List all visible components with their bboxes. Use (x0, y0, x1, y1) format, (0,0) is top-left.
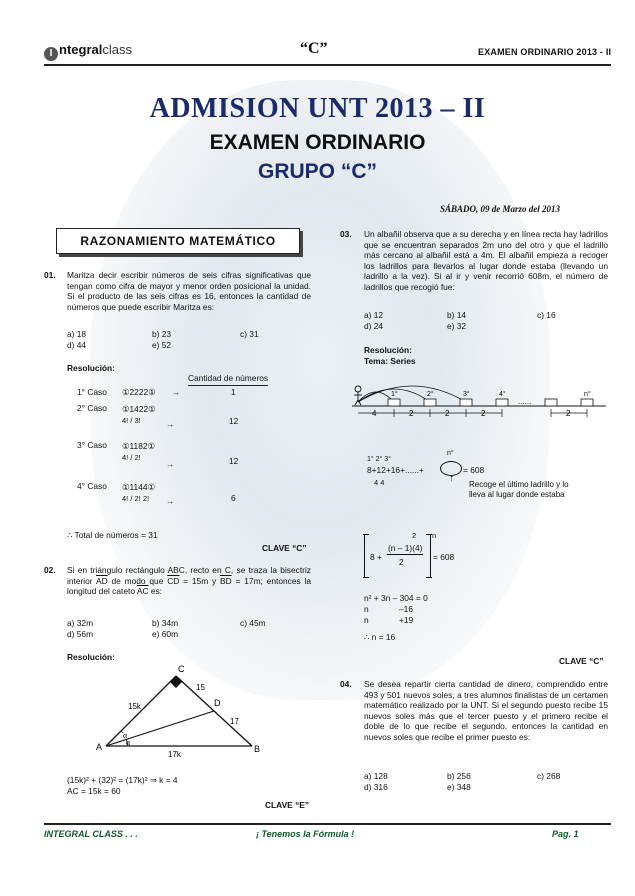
q02-number: 02. (44, 565, 56, 575)
q04-text: Se desea repartir cierta cantidad de dinero, comprendido entre 493 y 501 nuevos soles, a tres alumnos finalistas de un certamen matemático realizado por la UNT. Si el segundo puesto recibe 15 nuevos soles más que el tercer puesto y el primero recibe el doble de lo que recibe el segundo, entonces la cantidad en nuevos soles que recibe el primer puesto es: (364, 679, 608, 742)
q03-number: 03. (340, 229, 352, 239)
q03-factor-n2: n (364, 615, 369, 625)
gap-label: 2 (445, 409, 450, 418)
q01-case2-expr: ①1422① (122, 404, 156, 414)
segment-ad: $\overline{AD}$ (95, 575, 108, 586)
formula-top-2: 2 (412, 531, 417, 540)
point-d: D (214, 698, 221, 708)
bricks-figure (350, 380, 615, 420)
ordinal-3: 3° (463, 391, 470, 398)
segment-bd: $\overline{BD}$ (220, 575, 232, 586)
q03-equation-1: n² + 3n – 304 = 0 (364, 593, 428, 603)
q01-case3-frac: 4! / 2! (122, 453, 141, 462)
q01-opt-d: d) 44 (67, 340, 87, 350)
q02-text-e: es: (150, 586, 163, 596)
label-15: 15 (196, 683, 205, 692)
brick (545, 399, 557, 406)
q02-text (67, 565, 311, 597)
q02-opt-c: c) 45m (240, 618, 266, 628)
q02-equation-2: AC = 15k = 60 (67, 786, 121, 796)
q01-case2-arrow: → (166, 419, 175, 429)
q01-case4-expr: ①1144① (122, 482, 156, 492)
formula-8: 8 + (370, 552, 382, 562)
q03-factor-v2: +19 (399, 615, 414, 625)
logo-bold: ntegral (59, 42, 103, 57)
logo-mark: I (44, 47, 58, 61)
header-rule (44, 64, 611, 66)
q03-opt-e: e) 32 (447, 321, 467, 331)
q03-text: Un albañil observa que a su derecha y en línea recta hay ladrillos que se encuentran separados 2m uno del otro y que el ladrillo más cercano al albañil está a 4m. El albañil empieza a recoger los ladrillos para llevarlos al lugar donde estaba (llevando un ladrillo a la vez). Si al ir y venir recorrió 608m, el número de ladrillos que recogió fue: (364, 229, 608, 292)
label-17: 17 (230, 717, 239, 726)
vertex-c: C (178, 664, 185, 674)
trip-arc (358, 386, 466, 402)
brick (496, 399, 508, 406)
segment-cd: $\overline{CD}$ (167, 575, 180, 586)
gap-label: 4 (372, 409, 377, 418)
gap-label: 2 (409, 409, 414, 418)
footer-rule (44, 823, 611, 825)
q01-opt-b: b) 23 (152, 329, 172, 339)
segment-ac: $\overline{AC}$ (136, 586, 149, 596)
label-17k: 17k (168, 750, 181, 759)
q02-opt-d: d) 56m (67, 629, 94, 639)
q02-resolution-label: Resolución: (67, 652, 115, 662)
q03-clave: CLAVE “C” (559, 656, 604, 666)
header-exam: EXAMEN ORDINARIO 2013 - II (478, 47, 612, 57)
arrow-up: ↑ (449, 473, 454, 484)
q03-opt-c: c) 16 (537, 310, 556, 320)
q01-case4-frac: 4! / 2! 2! (122, 494, 150, 503)
q04-opt-d: d) 316 (364, 782, 388, 792)
main-title: ADMISION UNT 2013 – II (149, 93, 486, 124)
sum-n-ordinal: n° (447, 450, 454, 457)
q01-opt-e: e) 52 (152, 340, 172, 350)
q02-text-c: = 15m y (183, 575, 217, 586)
q03-factor-v1: –16 (399, 604, 413, 614)
group-title: GRUPO “C” (257, 160, 377, 183)
person-leg (355, 400, 358, 405)
q02-text-d: = 17m; entonces la longitud del cateto (67, 575, 312, 596)
sum-series: 8+12+16+......+ (367, 465, 424, 475)
brick (581, 399, 593, 406)
q01-case1-label: 1° Caso (77, 387, 107, 397)
brick (388, 399, 400, 406)
q03-tema: Tema: Series (364, 356, 416, 366)
sum-equals: = 608 (463, 465, 485, 475)
header-group: “C” (300, 40, 328, 57)
formula-numerator: (n – 1)(4) (388, 543, 423, 553)
q01-case3-label: 3° Caso (77, 440, 107, 450)
vertex-b: B (254, 744, 261, 754)
q02-opt-b: b) 34m (152, 618, 179, 628)
q04-opt-b: b) 256 (447, 771, 471, 781)
q03-resolution-label: Resolución: (364, 345, 412, 355)
exam-date: SÁBADO, 09 de Marzo del 2013 (440, 204, 561, 214)
brick (424, 399, 436, 406)
q04-opt-e: e) 348 (447, 782, 471, 792)
q02-text-b: de modo que (111, 575, 164, 586)
q01-case2-value: 12 (229, 416, 239, 426)
q04-opt-a: a) 128 (364, 771, 388, 781)
q02-text-a: Si en triángulo rectángulo ABC, recto en C, se traza la bisectriz interior (67, 565, 311, 586)
section-heading: RAZONAMIENTO MATEMÁTICO (56, 228, 300, 254)
q01-case3-value: 12 (229, 456, 239, 466)
bisector-ad (106, 711, 214, 746)
q01-case4-value: 6 (231, 493, 236, 503)
person-head (355, 386, 361, 392)
q01-case2-frac: 4! / 3! (122, 416, 141, 425)
q03-result: ∴ n = 16 (364, 632, 396, 642)
ordinal-2: 2° (427, 391, 434, 398)
q01-case1-expr: ①2222① (122, 387, 156, 397)
footer-page: Pag. 1 (552, 829, 579, 839)
q01-opt-a: a) 18 (67, 329, 87, 339)
q02-opt-e: e) 60m (152, 629, 179, 639)
q01-total: ∴ Total de números = 31 (67, 530, 158, 540)
q01-case4-label: 4° Caso (77, 481, 107, 491)
formula-exponent-n: n (432, 531, 437, 540)
q03-opt-b: b) 14 (447, 310, 467, 320)
q03-opt-d: d) 24 (364, 321, 384, 331)
q01-case1-arrow: → (172, 387, 181, 397)
q01-opt-c: c) 31 (240, 329, 259, 339)
side-ac (106, 676, 176, 746)
q02-equation-1: (15k)² + (32)² = (17k)² ⇒ k = 4 (67, 775, 178, 785)
right-angle-mark (170, 676, 182, 688)
label-15k: 15k (128, 702, 141, 711)
ordinal-1: 1° (391, 391, 398, 398)
q03-opt-a: a) 12 (364, 310, 384, 320)
alpha-1: α (123, 731, 128, 740)
footer-left: INTEGRAL CLASS . . . (44, 829, 138, 839)
q02-opt-a: a) 32m (67, 618, 94, 628)
q01-resolution-label: Resolución: (67, 363, 115, 373)
q01-case4-arrow: → (166, 496, 175, 506)
q01-case3-expr: ①1182① (122, 441, 156, 451)
q04-number: 04. (340, 679, 352, 689)
q04-opt-c: c) 268 (537, 771, 561, 781)
sum-ordinals: 1° 2° 3° (367, 456, 391, 463)
q01-clave: CLAVE “C” (262, 543, 307, 553)
q01-case2-label: 2° Caso (77, 403, 107, 413)
sum-increments: 4 4 (374, 478, 385, 487)
brick (460, 399, 472, 406)
q01-text: Maritza decir escribir números de seis cifras significativas que tengan como cifra de mayor y menor orden posicional la unidad. Si el producto de las seis cifras es 16, entonces la cantidad de números que puede escribir Maritza es: (67, 270, 311, 312)
ellipsis: ...... (518, 397, 532, 406)
subtitle: EXAMEN ORDINARIO (209, 131, 426, 154)
gap-label: 2 (566, 409, 571, 418)
logo-light: class (102, 42, 132, 57)
gap-label: 2 (481, 409, 486, 418)
q01-case1-value: 1 (231, 387, 236, 397)
last-brick-note: Recoge el último ladrillo y lo lleva al lugar donde estaba (469, 480, 569, 499)
alpha-2: α (126, 738, 131, 747)
q03-factor-n1: n (364, 604, 369, 614)
ordinal-4: 4° (499, 391, 506, 398)
vertex-a: A (96, 742, 103, 752)
ordinal-n: n° (584, 391, 591, 398)
formula-denominator: 2 (399, 557, 404, 567)
formula-equals: = 608 (433, 552, 455, 562)
footer-slogan: ¡ Tenemos la Fórmula ! (256, 829, 355, 839)
q01-column-head: Cantidad de números (188, 373, 268, 386)
triangle-figure (90, 662, 270, 760)
q01-case3-arrow: → (166, 459, 175, 469)
logo (44, 42, 132, 61)
q01-number: 01. (44, 270, 56, 280)
q02-clave: CLAVE “E” (265, 800, 310, 810)
